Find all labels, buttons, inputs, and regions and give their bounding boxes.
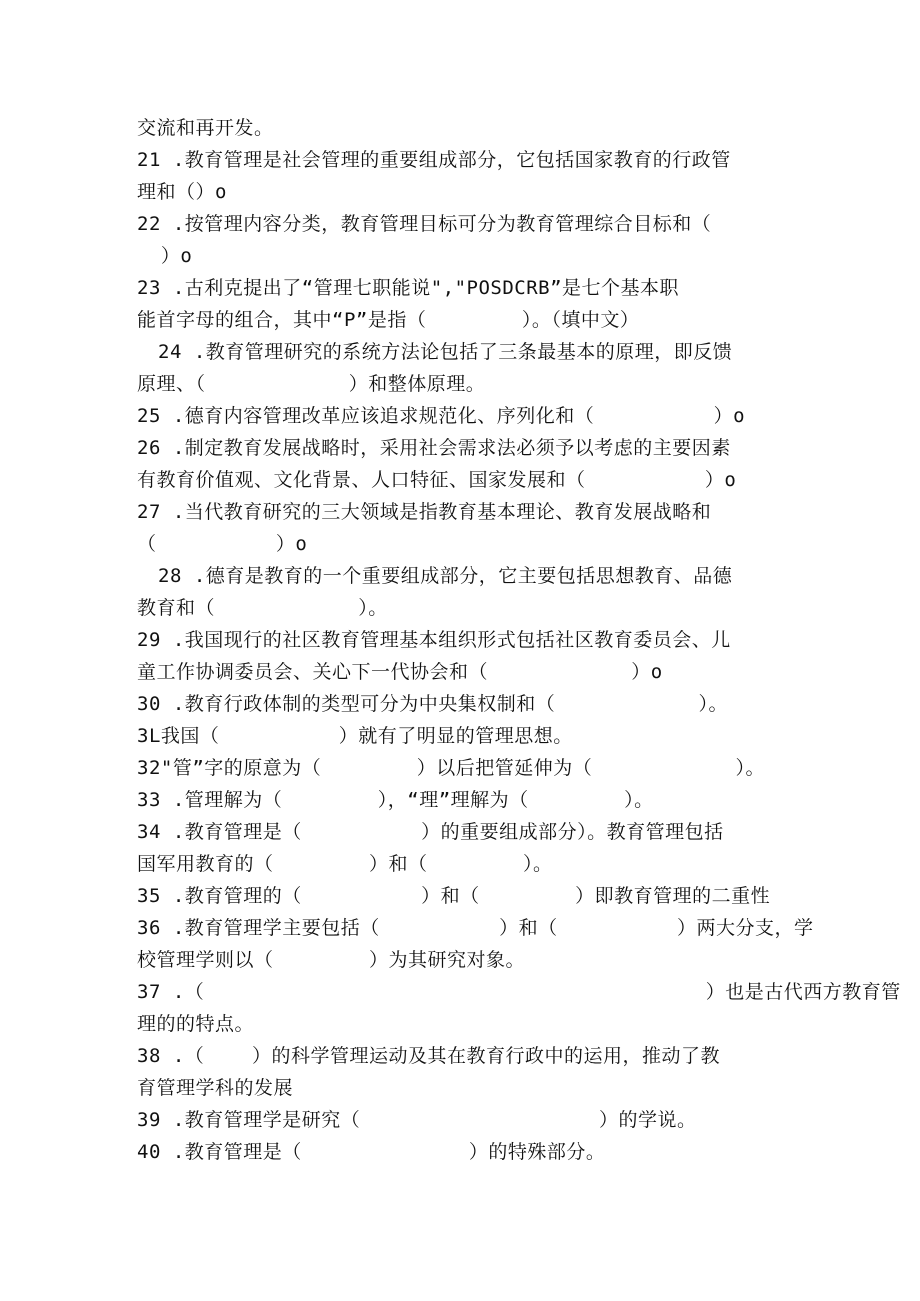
question-34-cont: 国军用教育的（ ）和（ ）。 xyxy=(137,853,553,875)
question-27: 27 .当代教育研究的三大领域是指教育基本理论、教育发展战略和 xyxy=(137,501,712,523)
question-39: 39 .教育管理学是研究（ ）的学说。 xyxy=(137,1109,697,1131)
question-22-cont: ）o xyxy=(137,245,193,267)
question-26-cont: 有教育价值观、文化背景、人口特征、国家发展和（ ）o xyxy=(137,469,737,491)
question-38-cont: 育管理学科的发展 xyxy=(137,1077,294,1099)
question-31: 3L我国（ ）就有了明显的管理思想。 xyxy=(137,725,573,747)
question-27-cont: （ ）o xyxy=(137,533,308,555)
question-30: 30 .教育行政体制的类型可分为中央集权制和（ ）。 xyxy=(137,693,729,715)
question-29: 29 .我国现行的社区教育管理基本组织形式包括社区教育委员会、儿 xyxy=(137,629,731,651)
question-40: 40 .教育管理是（ ）的特殊部分。 xyxy=(137,1141,606,1163)
question-23: 23 .古利克提出了“管理七职能说","POSDCRB”是七个基本职 xyxy=(137,277,680,299)
question-23-cont: 能首字母的组合，其中“P”是指（ ）。（填中文） xyxy=(137,309,640,331)
question-28: 28 .德育是教育的一个重要组成部分，它主要包括思想教育、品德 xyxy=(158,565,733,587)
question-28-cont: 教育和（ ）。 xyxy=(137,597,388,619)
question-24-cont: 原理、（ ）和整体原理。 xyxy=(137,373,486,395)
question-37: 37 .（ ）也是古代西方教育管 xyxy=(137,981,901,1003)
question-38: 38 .（ ）的科学管理运动及其在教育行政中的运用，推动了教 xyxy=(137,1045,721,1067)
question-21: 21 .教育管理是社会管理的重要组成部分，它包括国家教育的行政管 xyxy=(137,149,731,171)
text-line: 交流和再开发。 xyxy=(137,117,274,139)
question-34: 34 .教育管理是（ ）的重要组成部分）。教育管理包括 xyxy=(137,821,724,843)
question-35: 35 .教育管理的（ ）和（ ）即教育管理的二重性 xyxy=(137,885,771,907)
question-22: 22 .按管理内容分类，教育管理目标可分为教育管理综合目标和（ xyxy=(137,213,712,235)
question-21-cont: 理和（）o xyxy=(137,181,227,203)
question-36-cont: 校管理学则以（ ）为其研究对象。 xyxy=(137,949,526,971)
question-25: 25 .德育内容管理改革应该追求规范化、序列化和（ ）o xyxy=(137,405,746,427)
question-33: 33 .管理解为（ ），“理”理解为（ ）。 xyxy=(137,789,654,811)
question-37-cont: 理的的特点。 xyxy=(137,1013,255,1035)
question-36: 36 .教育管理学主要包括（ ）和（ ）两大分支，学 xyxy=(137,917,814,939)
question-32: 32"管”字的原意为（ ）以后把管延伸为（ ）。 xyxy=(137,757,766,779)
question-26: 26 .制定教育发展战略时，采用社会需求法必须予以考虑的主要因素 xyxy=(137,437,731,459)
question-24: 24 .教育管理研究的系统方法论包括了三条最基本的原理，即反馈 xyxy=(158,341,733,363)
question-29-cont: 童工作协调委员会、关心下一代协会和（ ）o xyxy=(137,661,663,683)
